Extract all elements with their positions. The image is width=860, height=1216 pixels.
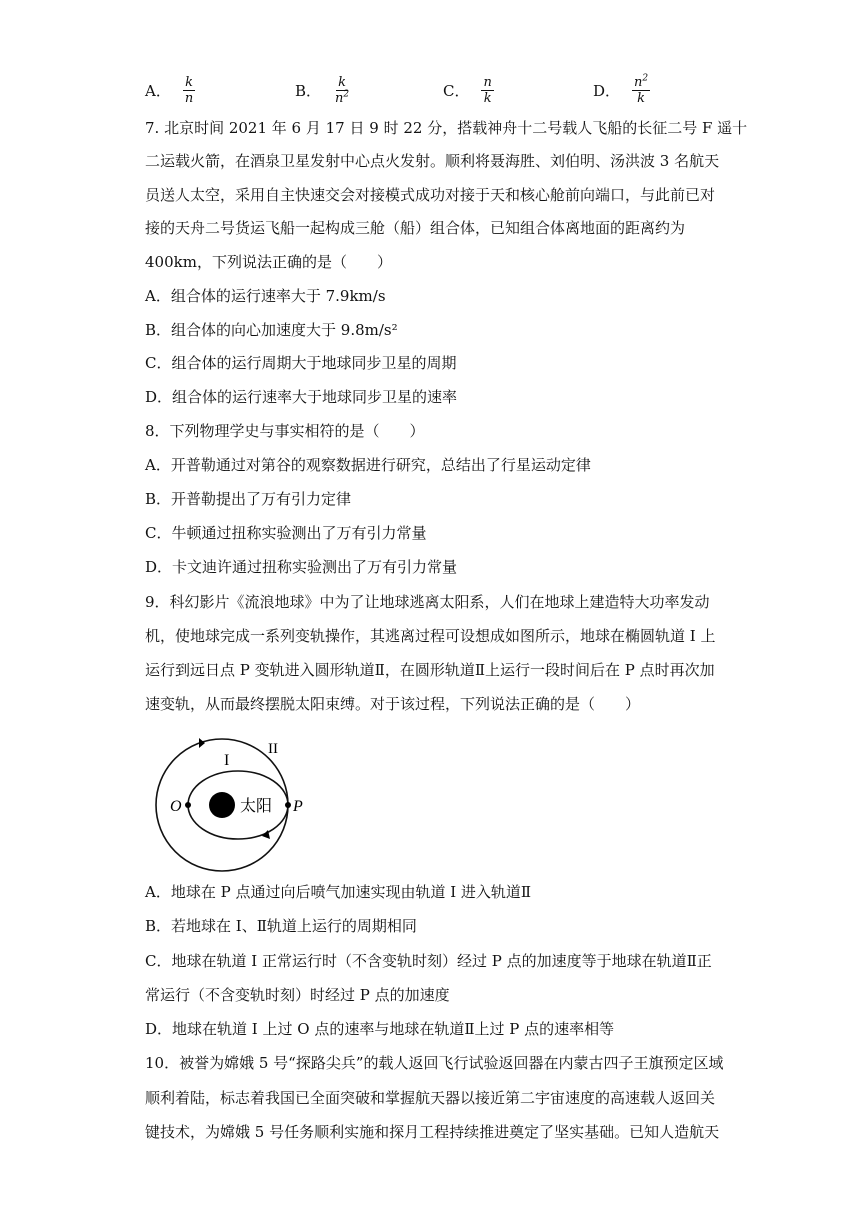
label-sun: 太阳 (240, 796, 273, 815)
q7-option-c[interactable]: C．组合体的运行周期大于地球同步卫星的周期 (145, 354, 457, 372)
option-letter: D． (593, 81, 621, 100)
orbit-i-ellipse (188, 771, 288, 839)
denominator: $n^2$ (335, 89, 350, 106)
orbit-ii-arrow (199, 738, 205, 748)
denominator: k (637, 90, 646, 106)
numerator: k (185, 74, 193, 90)
numerator: $n^2$ (634, 73, 649, 90)
fraction (632, 75, 650, 106)
numerator: n (483, 74, 492, 90)
q7-stem-line: 二运载火箭，在酒泉卫星发射中心点火发射。顺利将聂海胜、刘伯明、汤洪波 3 名航天 (145, 152, 720, 170)
point-o-dot (185, 802, 191, 808)
q6-options (145, 70, 705, 110)
q10-stem-line: 10．被誉为嫦娥 5 号“探路尖兵”的载人返回飞行试验返回器在内蒙古四子王旗预定区域 (145, 1054, 724, 1072)
q8-option-a[interactable]: A．开普勒通过对第谷的观察数据进行研究，总结出了行星运动定律 (145, 456, 591, 474)
option-letter: B． (295, 81, 322, 100)
denominator: k (483, 90, 492, 106)
label-o: O (170, 798, 182, 815)
q9-option-c-cont: 常运行（不含变轨时刻）时经过 P 点的加速度 (145, 986, 450, 1004)
orbit-diagram (150, 735, 310, 875)
q7-option-d[interactable]: D．组合体的运行速率大于地球同步卫星的速率 (145, 388, 458, 406)
q9-option-c[interactable]: C．地球在轨道 I 正常运行时（不含变轨时刻）经过 P 点的加速度等于地球在轨道Ⅱ正 (145, 952, 712, 970)
q6-option-d[interactable] (593, 70, 650, 110)
q7-stem-line: 员送人太空，采用自主快速交会对接模式成功对接于天和核心舱前向端口，与此前已对 (145, 186, 716, 204)
label-p: P (293, 798, 303, 815)
q8-option-b[interactable]: B．开普勒提出了万有引力定律 (145, 490, 352, 508)
q7-stem-line: 7. 北京时间 2021 年 6 月 17 日 9 时 22 分，搭载神舟十二号载人飞船的长征二号 F 遥十 (145, 119, 748, 137)
q6-option-c[interactable] (443, 70, 494, 110)
q7-option-a[interactable]: A．组合体的运行速率大于 7.9km/s (145, 287, 386, 305)
q9-stem-line: 机，使地球完成一系列变轨操作，其逃离过程可设想成如图所示，地球在椭圆轨道 I 上 (145, 627, 716, 645)
q9-stem-line: 运行到远日点 P 变轨进入圆形轨道Ⅱ，在圆形轨道Ⅱ上运行一段时间后在 P 点时再次加 (145, 661, 715, 679)
label-orbit-ii: II (268, 741, 278, 757)
denominator: n (184, 90, 194, 106)
q8-stem: 8．下列物理学史与事实相符的是（ ） (145, 422, 425, 440)
point-p-dot (285, 802, 291, 808)
q8-option-c[interactable]: C．牛顿通过扭称实验测出了万有引力常量 (145, 524, 427, 542)
q8-option-d[interactable]: D．卡文迪许通过扭称实验测出了万有引力常量 (145, 558, 458, 576)
fraction (481, 75, 493, 106)
fraction (183, 75, 195, 106)
q10-stem-line: 键技术，为嫦娥 5 号任务顺利实施和探月工程持续推进奠定了坚实基础。已知人造航天 (145, 1123, 720, 1141)
q9-option-b[interactable]: B．若地球在 I、Ⅱ轨道上运行的周期相同 (145, 917, 417, 935)
q9-option-d[interactable]: D．地球在轨道 I 上过 O 点的速率与地球在轨道Ⅱ上过 P 点的速率相等 (145, 1020, 615, 1038)
label-orbit-i: I (224, 752, 230, 769)
option-letter: A． (145, 81, 171, 100)
option-letter: C． (443, 81, 470, 100)
sun-dot (209, 792, 235, 818)
q7-stem-line: 400km，下列说法正确的是（ ） (145, 253, 392, 271)
q6-option-b[interactable] (295, 70, 351, 110)
q10-stem-line: 顺利着陆，标志着我国已全面突破和掌握航天器以接近第二宇宙速度的高速载人返回关 (145, 1089, 716, 1107)
fraction (333, 75, 351, 106)
q6-option-a[interactable] (145, 70, 195, 110)
q9-option-a[interactable]: A．地球在 P 点通过向后喷气加速实现由轨道 I 进入轨道Ⅱ (145, 883, 532, 901)
numerator: k (338, 74, 347, 90)
q7-option-b[interactable]: B．组合体的向心加速度大于 9.8m/s² (145, 321, 398, 339)
q9-stem-line: 9．科幻影片《流浪地球》中为了让地球逃离太阳系，人们在地球上建造特大功率发动 (145, 593, 710, 611)
q9-stem-line: 速变轨，从而最终摆脱太阳束缚。对于该过程，下列说法正确的是（ ） (145, 695, 641, 713)
q7-stem-line: 接的天舟二号货运飞船一起构成三舱（船）组合体，已知组合体离地面的距离约为 (145, 219, 686, 237)
